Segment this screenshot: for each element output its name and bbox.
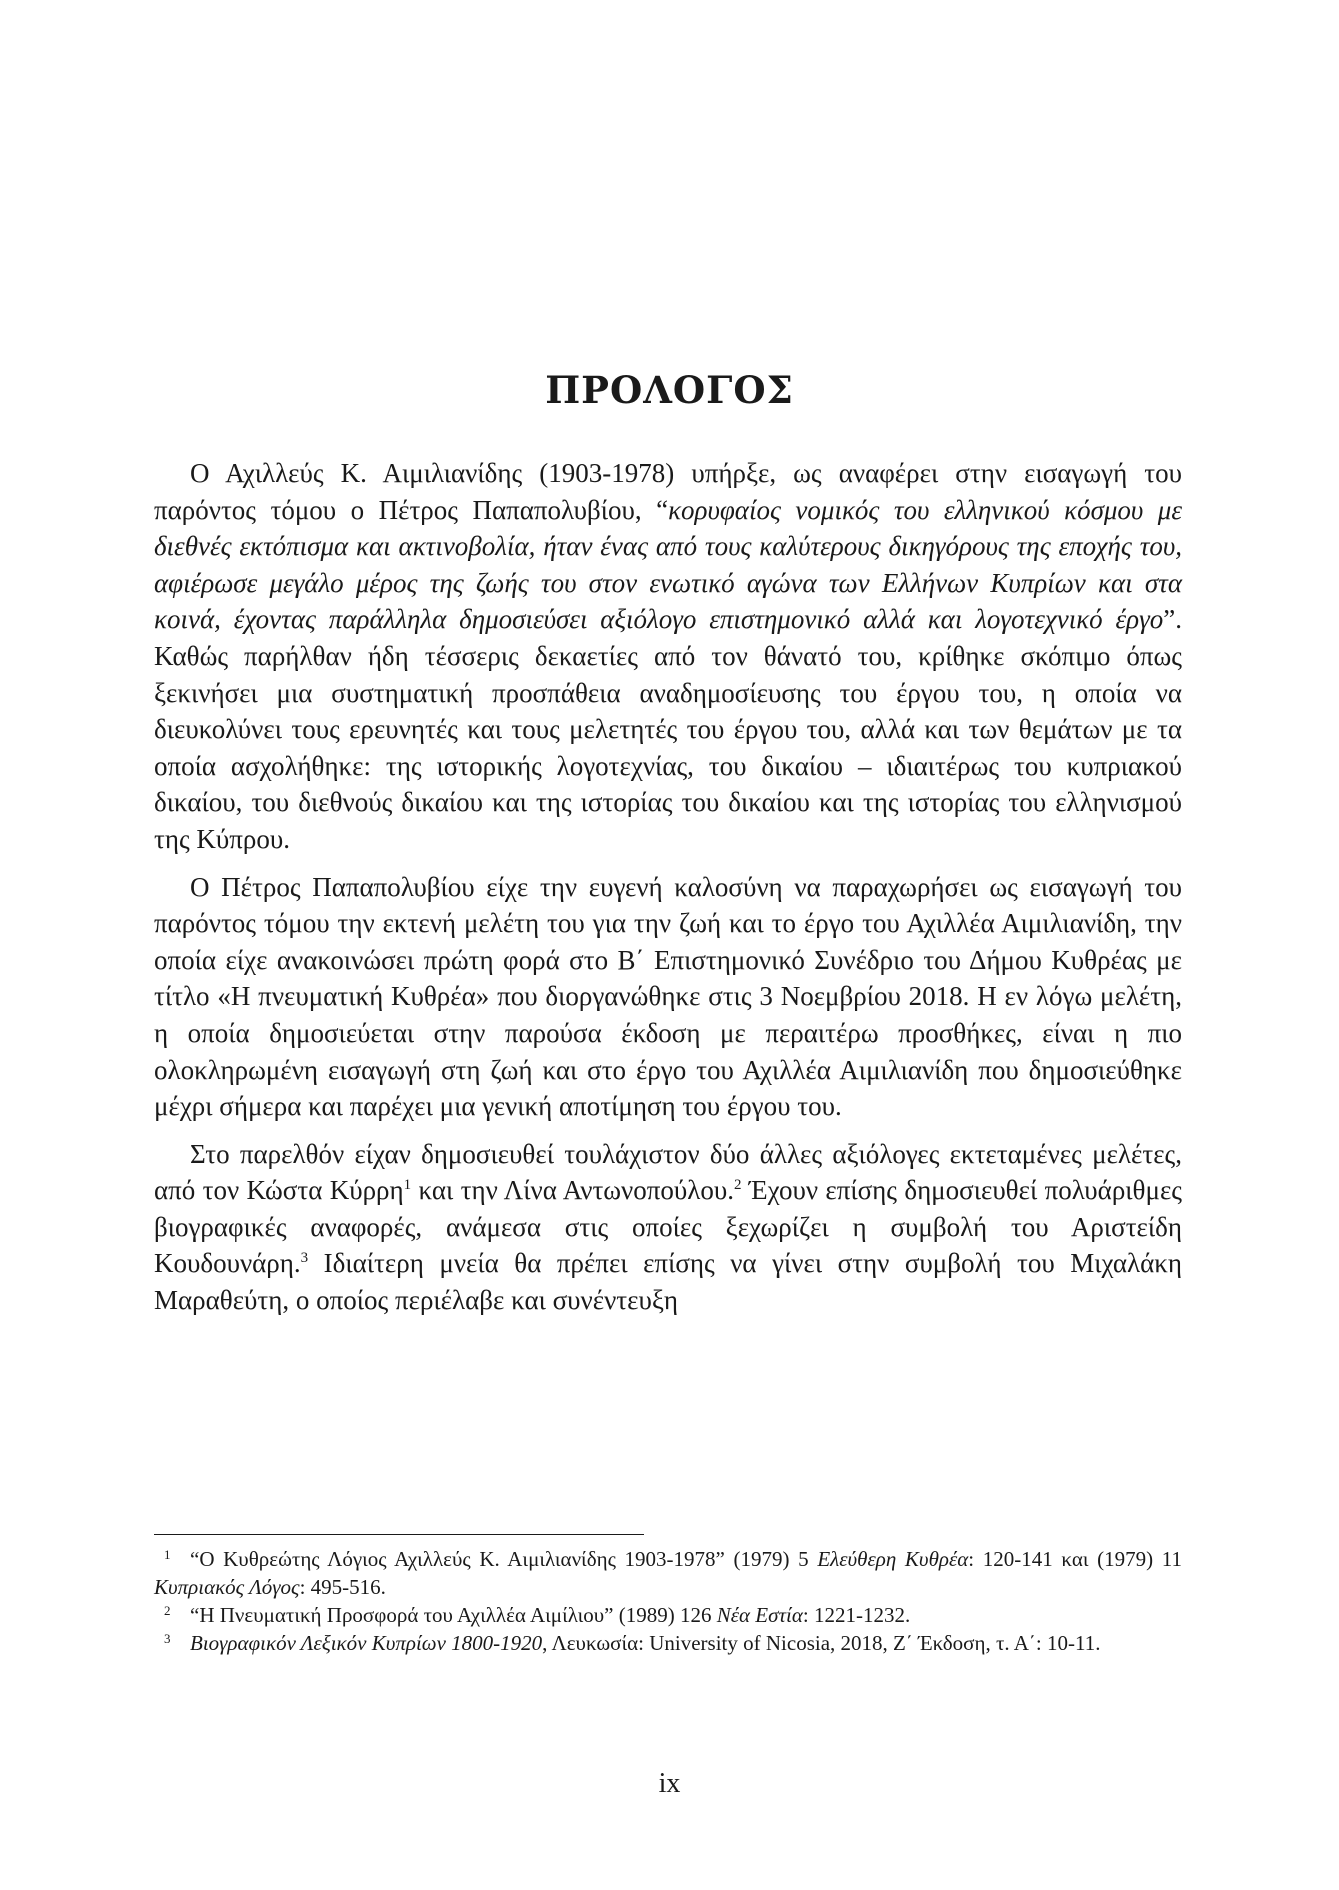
- italic-text: κορυφαίος νομικός του ελληνικού κόσμου με διεθνές εκτόπισμα και ακτινοβολία, ήταν ένας από τους καλύτερους δικηγόρους της εποχής του, αφιέρωσε μεγάλο μέρος της ζωής του στον ενωτικό αγώνα των Ελλήνων Κυπρίων και στα κοινά, έχοντας παράλληλα δημοσιεύσει αξιόλογο επιστημονικό αλλά και λογοτεχνικό έργο: [154, 494, 1182, 635]
- text-run: και την Λίνα Αντωνοπούλου.: [411, 1175, 734, 1206]
- text-run: : 495-516.: [299, 1575, 386, 1599]
- text-run: “Ο Κυθρεώτης Λόγιος Αχιλλεύς Κ. Αιμιλιανίδης 1903-1978” (1979) 5: [190, 1547, 818, 1571]
- footnote-3: 3 Βιογραφικόν Λεξικόν Κυπρίων 1800-1920, Λευκωσία: University of Nicosia, 2018, Ζ΄ Έκδοση, τ. Α΄: 10-11.: [164, 1631, 1101, 1655]
- text-run: Ο Αχιλλεύς Κ. Αιμιλιανίδης (1903-1978) υπήρξε, ως αναφέρει στην εισαγωγή του παρόντος τόμου ο Πέτρος Παπαπολυβίου, “: [154, 458, 1182, 525]
- text-run: Έχουν επίσης δημοσιευθεί πολυάριθμες βιογραφικές αναφορές, ανάμεσα στις οποίες ξεχωρίζει η συμβολή του Αριστείδη Κουδουνάρη.: [154, 1175, 1182, 1279]
- paragraph-2: [154, 869, 1182, 1125]
- italic-text: Ελεύθερη Κυθρέα: [817, 1547, 969, 1571]
- italic-text: Νέα Εστία: [716, 1603, 803, 1627]
- footnotes: [154, 1545, 1182, 1657]
- footnote-rule: [154, 1534, 644, 1535]
- page-number: ix: [658, 1768, 681, 1799]
- footnote-1: 1 “Ο Κυθρεώτης Λόγιος Αχιλλεύς Κ. Αιμιλιανίδης 1903-1978” (1979) 5 Ελεύθερη Κυθρέα: 120-141 και (1979) 11 Κυπριακός Λόγος: 495-516.: [154, 1547, 1183, 1599]
- italic-text: Βιογραφικόν Λεξικόν Κυπρίων 1800-1920: [190, 1631, 543, 1655]
- footnote-marker: 1: [403, 1177, 412, 1194]
- body-text: [154, 455, 1182, 1319]
- text-run: “Η Πνευματική Προσφορά του Αχιλλέα Αιμίλιου” (1989) 126: [190, 1603, 717, 1627]
- text-run: Ιδιαίτερη μνεία θα πρέπει επίσης να γίνει στην συμβολή του Μιχαλάκη Μαραθεύτη, ο οποίος περιέλαβε και συνέντευξη: [154, 1248, 1182, 1316]
- text-run: Στο παρελθόν είχαν δημοσιευθεί τουλάχιστον δύο άλλες αξιόλογες εκτεταμένες μελέτες, από τον Κώστα Κύρρη: [154, 1138, 1182, 1206]
- footnote-marker: 2: [733, 1177, 742, 1194]
- text-run: : 1221-1232.: [802, 1603, 911, 1627]
- paragraph-1: [154, 455, 1182, 858]
- text-run: : 120-141 και (1979) 11: [968, 1547, 1183, 1571]
- footnote-marker: 3: [300, 1250, 309, 1267]
- text-run: Ο Πέτρος Παπαπολυβίου είχε την ευγενή καλοσύνη να παραχωρήσει ως εισαγωγή του παρόντος τόμου την εκτενή μελέτη του για την ζωή και το έργο του Αχιλλέα Αιμιλιανίδη, την οποία είχε ανακοινώσει πρώτη φορά στο Β΄ Επιστημονικό Συνέδριο του Δήμου Κυθρέας με τίτλο «Η πνευματική Κυθρέα» που διοργανώθηκε στις 3 Νοεμβρίου 2018. Η εν λόγω μελέτη, η οποία δημοσιεύεται στην παρούσα έκδοση με περαιτέρω προσθήκες, είναι η πιο ολοκληρωμένη εισαγωγή στη ζωή και στο έργο του Αχιλλέα Αιμιλιανίδη που δημοσιεύθηκε μέχρι σήμερα και παρέχει μια γενική αποτίμηση του έργου του.: [154, 871, 1182, 1122]
- italic-text: Κυπριακός Λόγος: [154, 1575, 300, 1599]
- footnote-2: 2 “Η Πνευματική Προσφορά του Αχιλλέα Αιμίλιου” (1989) 126 Νέα Εστία: 1221-1232.: [164, 1603, 911, 1627]
- text-run: ”. Καθώς παρήλθαν ήδη τέσσερις δεκαετίες από τον θάνατό του, κρίθηκε σκόπιμο όπως ξεκινήσει μια συστηματική προσπάθεια αναδημοσίευσης του έργου του, η οποία να διευκολύνει τους ερευνητές και τους μελετητές του έργου του, αλλά και των θεμάτων με τα οποία ασχολήθηκε: της ιστορικής λογοτεχνίας, του δικαίου – ιδιαιτέρως του κυπριακού δικαίου, του διεθνούς δικαίου και της ιστορίας του δικαίου και της ιστορίας του ελληνισμού της Κύπρου.: [154, 604, 1182, 854]
- paragraph-3: [154, 1136, 1182, 1319]
- page-title: ΠΡΟΛΟΓΟΣ: [545, 368, 794, 412]
- text-run: , Λευκωσία: University of Nicosia, 2018, Ζ΄ Έκδοση, τ. Α΄: 10-11.: [542, 1631, 1101, 1655]
